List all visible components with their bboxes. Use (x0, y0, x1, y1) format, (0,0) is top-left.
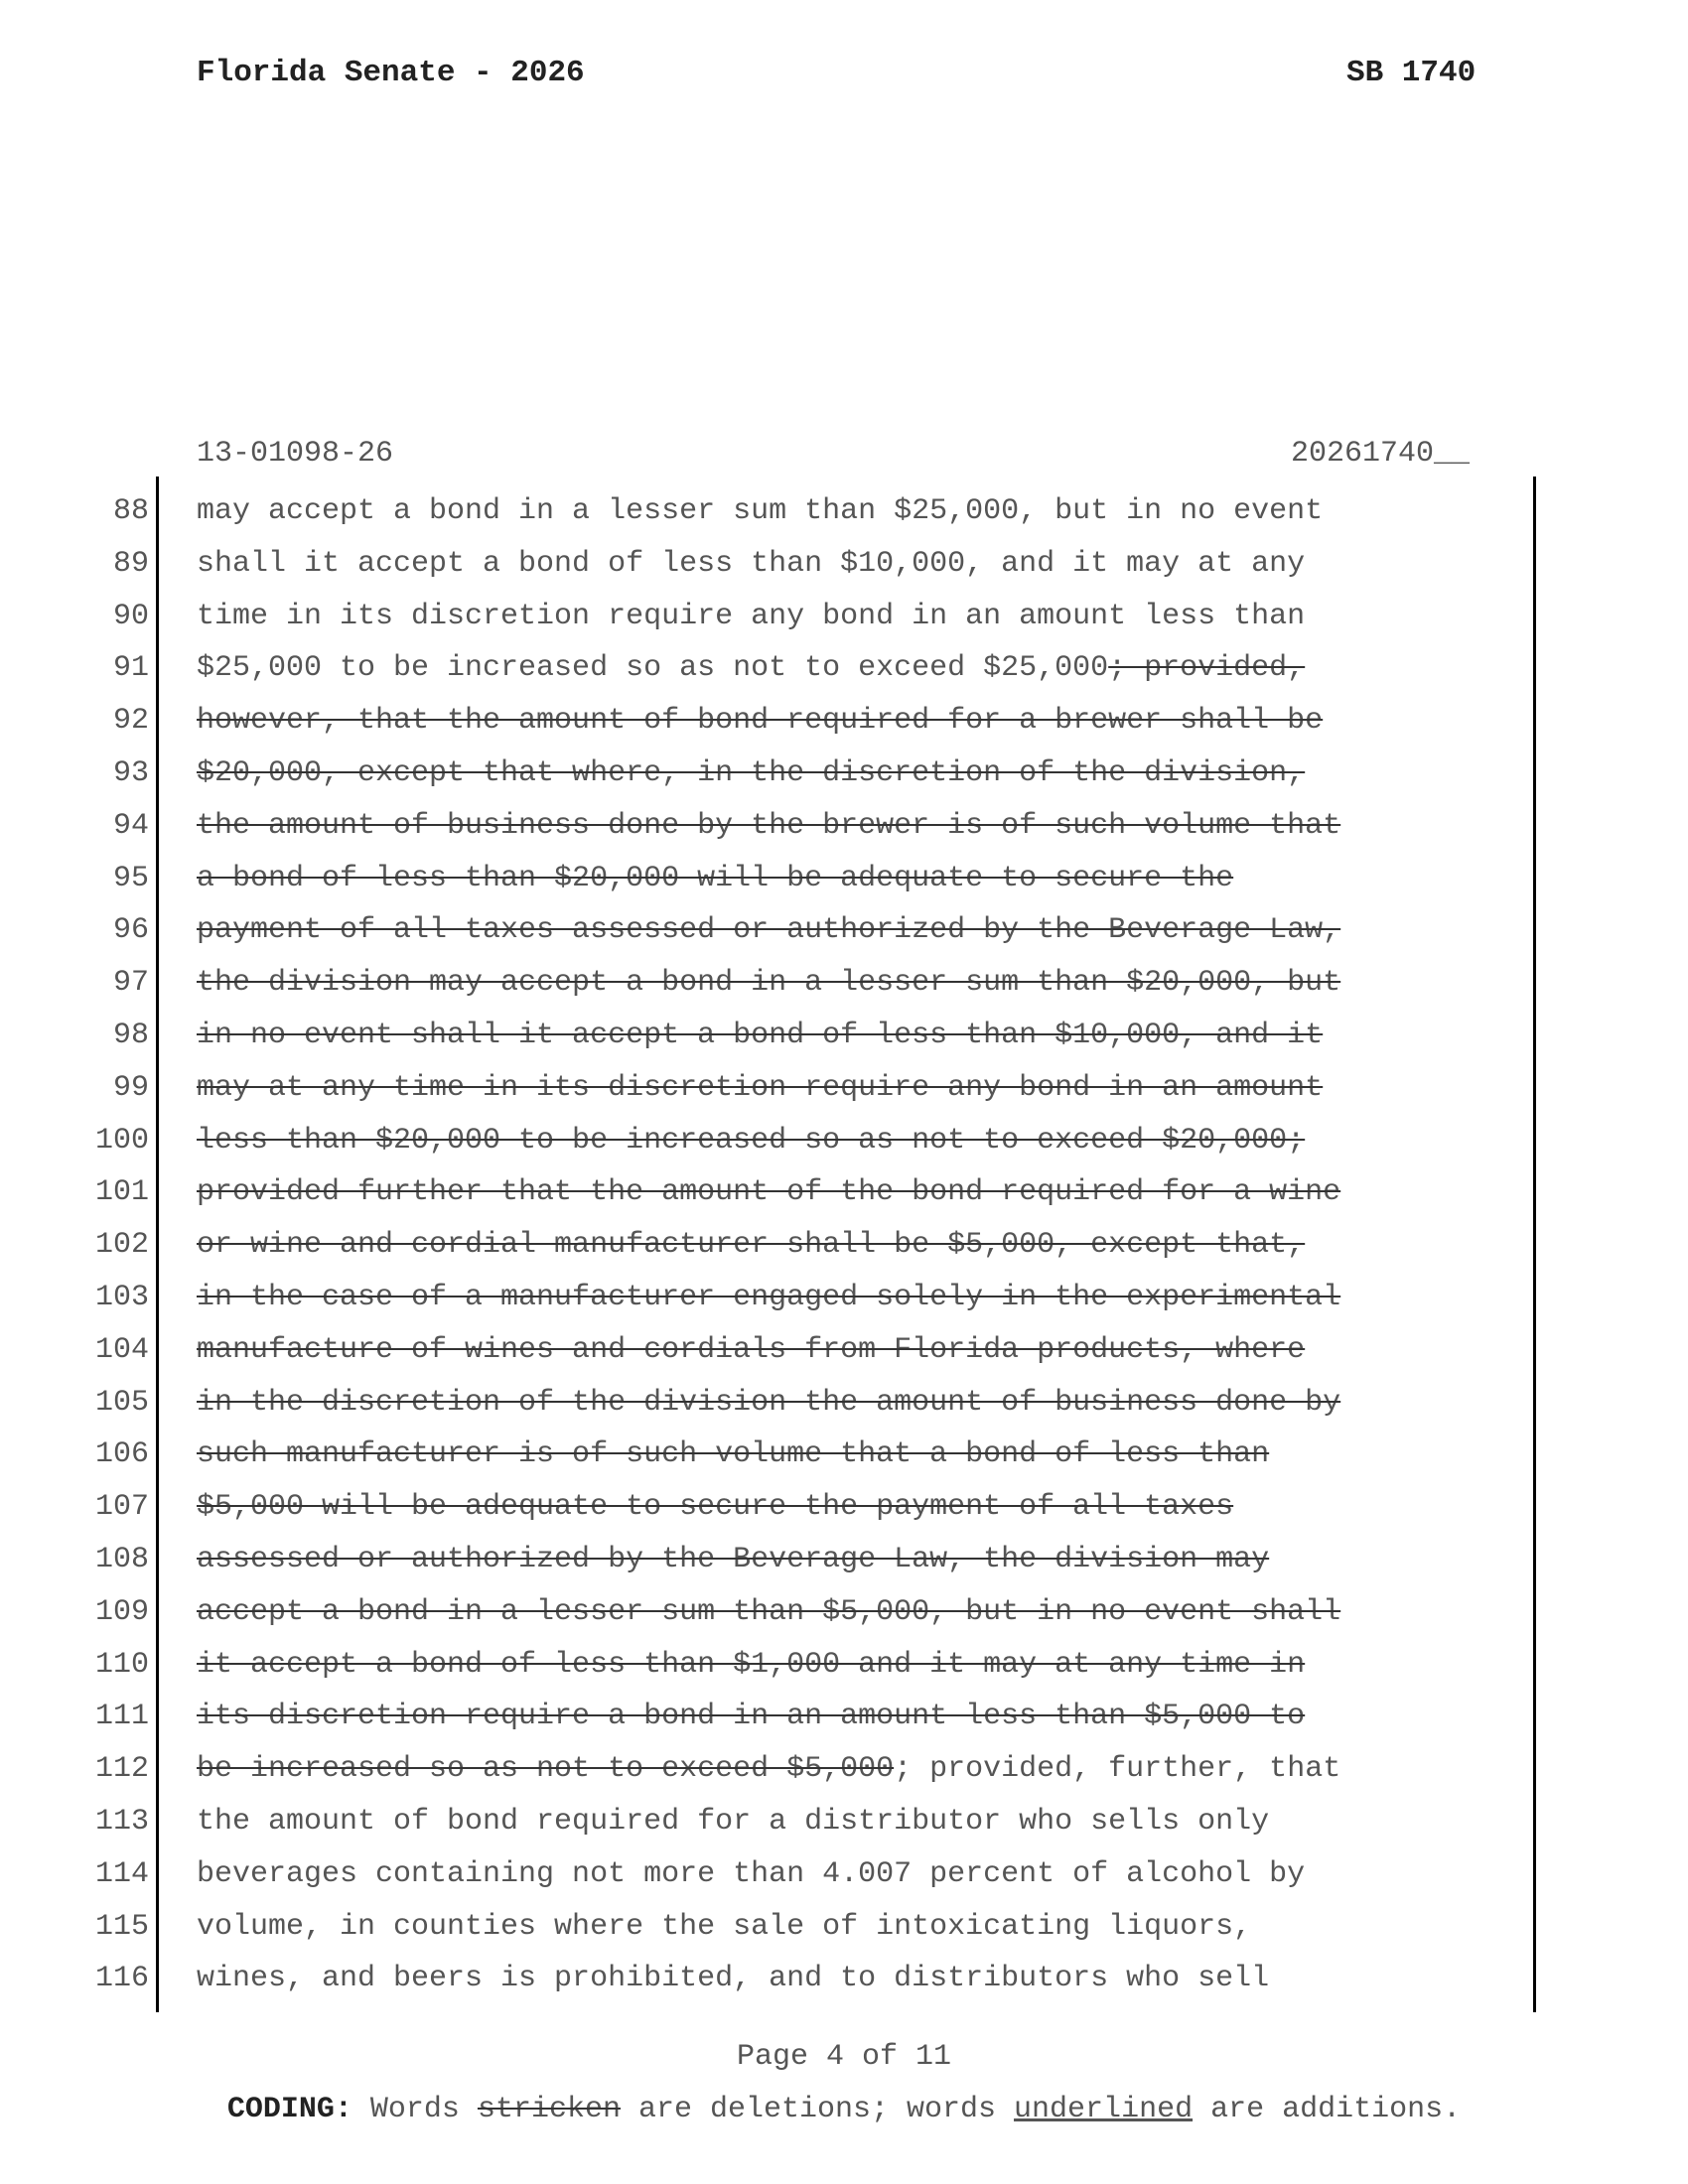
bill-line (0, 1743, 1688, 1796)
existing-text: beverages containing not more than 4.007 percent of alcohol by (197, 1856, 1306, 1891)
line-number: 113 (94, 1804, 149, 1839)
line-number: 112 (94, 1752, 149, 1787)
line-number: 97 (112, 966, 149, 1001)
bill-line (0, 1848, 1688, 1901)
bill-text-body (0, 485, 1688, 2005)
deleted-text: the amount of business done by the brewer is of such volume that (197, 808, 1341, 843)
bill-line (0, 853, 1688, 905)
bill-line (0, 1166, 1688, 1219)
line-number: 108 (94, 1542, 149, 1576)
existing-text: time in its discretion require any bond in an amount less than (197, 599, 1306, 633)
line-text (197, 1115, 1305, 1167)
deleted-text: less than $20,000 to be increased so as not to exceed $20,000; (197, 1123, 1306, 1158)
bill-line (0, 695, 1688, 748)
bill-line (0, 1796, 1688, 1848)
line-text (197, 1377, 1340, 1430)
page-number: Page 4 of 11 (736, 2040, 952, 2074)
line-text (197, 748, 1305, 800)
deleted-text: payment of all taxes assessed or authorized by the Beverage Law, (197, 913, 1341, 948)
coding-legend (0, 2093, 1688, 2126)
existing-text: may accept a bond in a lesser sum than $25,000, but in no event (197, 494, 1324, 528)
bill-line (0, 1272, 1688, 1324)
line-text (197, 1062, 1323, 1115)
line-number: 92 (112, 704, 149, 739)
line-text (197, 1010, 1323, 1062)
bill-line (0, 748, 1688, 800)
line-text (197, 642, 1305, 695)
line-number: 107 (94, 1490, 149, 1525)
deleted-text: manufacture of wines and cordials from Florida products, where (197, 1332, 1306, 1367)
line-number: 103 (94, 1280, 149, 1314)
bill-line (0, 1324, 1688, 1377)
deleted-text: assessed or authorized by the Beverage Law, the division may (197, 1542, 1270, 1576)
line-number: 105 (94, 1385, 149, 1420)
line-number: 115 (94, 1909, 149, 1944)
line-text (197, 1272, 1340, 1324)
line-number: 101 (94, 1175, 149, 1210)
bill-line (0, 485, 1688, 538)
deleted-text: its discretion require a bond in an amount less than $5,000 to (197, 1700, 1306, 1734)
line-text (197, 1691, 1305, 1743)
existing-text: $25,000 to be increased so as not to exceed $25,000 (197, 651, 1109, 686)
line-text (197, 1639, 1305, 1692)
bill-line (0, 642, 1688, 695)
bill-line (0, 1586, 1688, 1639)
deleted-text: $5,000 will be adequate to secure the payment of all taxes (197, 1490, 1234, 1525)
line-text (197, 1481, 1233, 1534)
existing-text: the amount of bond required for a distributor who sells only (197, 1804, 1270, 1839)
line-number: 91 (112, 651, 149, 686)
coding-underlined-sample: underlined (1014, 2093, 1194, 2126)
line-number: 95 (112, 861, 149, 895)
deleted-text: or wine and cordial manufacturer shall be $5,000, except that, (197, 1228, 1306, 1263)
line-text (197, 1534, 1269, 1586)
line-text (197, 1166, 1340, 1219)
bill-line (0, 904, 1688, 957)
deleted-text: the division may accept a bond in a lesser sum than $20,000, but (197, 966, 1341, 1001)
bill-line (0, 1429, 1688, 1481)
bill-line (0, 1010, 1688, 1062)
line-text (197, 1586, 1340, 1639)
line-text (197, 957, 1340, 1010)
deleted-text: such manufacturer is of such volume that a bond of less than (197, 1437, 1270, 1472)
line-text (197, 1796, 1269, 1848)
deleted-text: in the case of a manufacturer engaged solely in the experimental (197, 1280, 1341, 1314)
bill-line (0, 1639, 1688, 1692)
bill-line (0, 800, 1688, 853)
draft-code: 13-01098-26 (197, 437, 394, 471)
line-number: 110 (94, 1647, 149, 1682)
line-text (197, 538, 1305, 591)
line-text (197, 1848, 1305, 1901)
bill-chamber-year: Florida Senate - 2026 (197, 56, 585, 90)
line-number: 89 (112, 546, 149, 581)
line-text (197, 485, 1323, 538)
barcode-number: 20261740__ (1291, 437, 1471, 471)
line-number: 114 (94, 1856, 149, 1891)
line-text (197, 1219, 1305, 1272)
deleted-text: a bond of less than $20,000 will be adequate to secure the (197, 861, 1234, 895)
deleted-text: however, that the amount of bond required for a brewer shall be (197, 704, 1324, 739)
deleted-text: accept a bond in a lesser sum than $5,000, but in no event shall (197, 1594, 1341, 1629)
line-number: 116 (94, 1962, 149, 1996)
bill-line (0, 1901, 1688, 1954)
bill-line (0, 1953, 1688, 2005)
existing-text: wines, and beers is prohibited, and to distributors who sell (197, 1962, 1270, 1996)
line-text (197, 904, 1340, 957)
deleted-text: may at any time in its discretion require any bond in an amount (197, 1070, 1324, 1105)
line-number: 102 (94, 1228, 149, 1263)
line-text (197, 1324, 1305, 1377)
bill-line (0, 1115, 1688, 1167)
coding-text-3: are additions. (1193, 2093, 1462, 2126)
line-text (197, 853, 1233, 905)
line-text (197, 1743, 1340, 1796)
bill-line (0, 538, 1688, 591)
deleted-text: in the discretion of the division the amount of business done by (197, 1385, 1341, 1420)
line-number: 94 (112, 808, 149, 843)
deleted-text: $20,000, except that where, in the discretion of the division, (197, 755, 1306, 790)
line-number: 88 (112, 494, 149, 528)
bill-number: SB 1740 (1346, 56, 1477, 90)
bill-line (0, 1219, 1688, 1272)
bill-line (0, 1481, 1688, 1534)
bill-line (0, 957, 1688, 1010)
existing-text: shall it accept a bond of less than $10,000, and it may at any (197, 546, 1306, 581)
line-number: 106 (94, 1437, 149, 1472)
deleted-text: provided further that the amount of the bond required for a wine (197, 1175, 1341, 1210)
line-number: 93 (112, 755, 149, 790)
coding-stricken-sample: stricken (477, 2093, 621, 2126)
line-number: 109 (94, 1594, 149, 1629)
deleted-text: be increased so as not to exceed $5,000 (197, 1752, 895, 1787)
line-text (197, 1901, 1251, 1954)
deleted-text: it accept a bond of less than $1,000 and it may at any time in (197, 1647, 1306, 1682)
bill-line (0, 1377, 1688, 1430)
bill-line (0, 1691, 1688, 1743)
line-number: 100 (94, 1123, 149, 1158)
deleted-text: in no event shall it accept a bond of less than $10,000, and it (197, 1018, 1324, 1052)
line-text (197, 1953, 1269, 2005)
line-text (197, 800, 1340, 853)
bill-line (0, 1062, 1688, 1115)
line-text (197, 1429, 1269, 1481)
deleted-text: ; provided, (1108, 651, 1306, 686)
coding-text-2: are deletions; words (620, 2093, 1015, 2126)
line-number: 99 (112, 1070, 149, 1105)
bill-line (0, 1534, 1688, 1586)
bill-line (0, 591, 1688, 643)
existing-text: volume, in counties where the sale of intoxicating liquors, (197, 1909, 1252, 1944)
coding-label: CODING: (226, 2093, 352, 2126)
existing-text-after: ; provided, further, that (894, 1752, 1341, 1787)
line-number: 90 (112, 599, 149, 633)
coding-text-1: Words (352, 2093, 478, 2126)
line-text (197, 591, 1305, 643)
line-number: 98 (112, 1018, 149, 1052)
line-text (197, 695, 1323, 748)
line-number: 111 (94, 1700, 149, 1734)
line-number: 104 (94, 1332, 149, 1367)
line-number: 96 (112, 913, 149, 948)
